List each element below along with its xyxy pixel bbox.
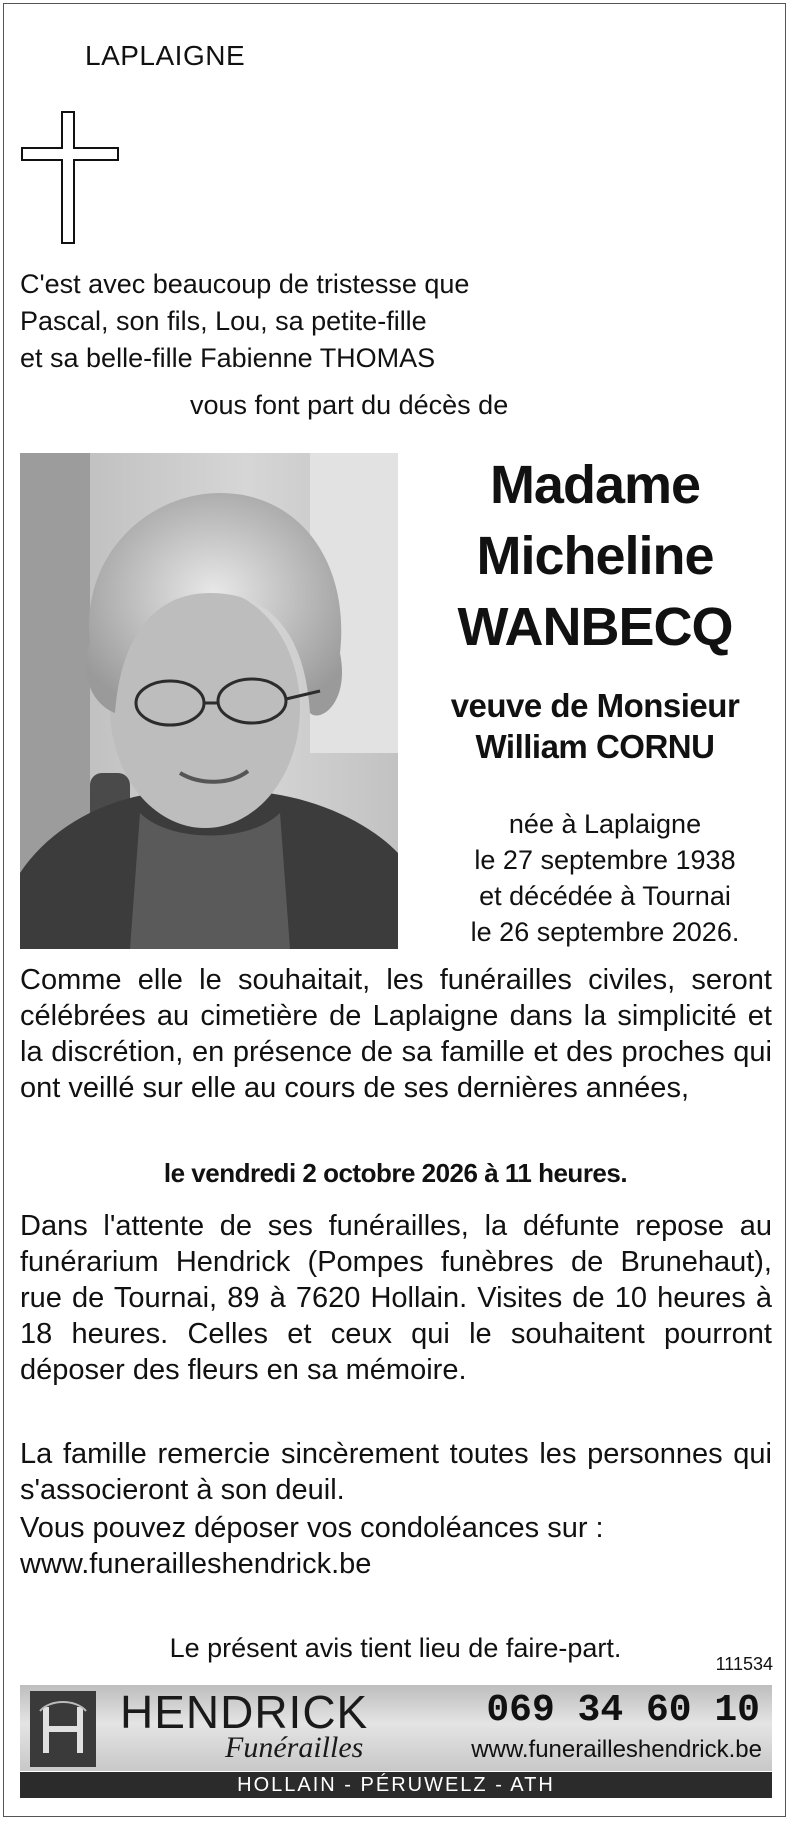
village-heading: LAPLAIGNE bbox=[85, 40, 246, 71]
condolences-link[interactable]: www.funerailleshendrick.be bbox=[20, 1548, 372, 1580]
brand-subtitle: Funérailles bbox=[225, 1731, 364, 1764]
brand-name: HENDRICK bbox=[120, 1686, 369, 1738]
announce-line: vous font part du décès de bbox=[190, 390, 509, 420]
funeral-paragraph: Comme elle le souhaitait, les funérailles civiles, seront célébrées au cimetière de Laplaigne dans la simplicité et la discrétion, en présence de sa famille et des proches qui ont veillé sur elle au cours de ses dernières années, bbox=[20, 964, 772, 1104]
portrait-photo bbox=[20, 453, 398, 949]
deceased-name-block bbox=[410, 450, 780, 767]
logo bbox=[30, 1691, 96, 1767]
intro-line: et sa belle-fille Fabienne THOMAS bbox=[20, 343, 436, 373]
birth-line: le 26 septembre 2026. bbox=[470, 917, 740, 947]
condolences-paragraph bbox=[20, 1510, 772, 1582]
towns-strip: HOLLAIN - PÉRUWELZ - ATH bbox=[20, 1772, 772, 1798]
name-title: Madame bbox=[489, 455, 701, 515]
faire-part-note: Le présent avis tient lieu de faire-part. bbox=[169, 1633, 622, 1663]
last-name: WANBECQ bbox=[457, 597, 733, 657]
condolences-line: Vous pouvez déposer vos condoléances sur : bbox=[20, 1512, 604, 1544]
intro-line: Pascal, son fils, Lou, sa petite-fille bbox=[20, 306, 427, 336]
birth-line: le 27 septembre 1938 bbox=[474, 845, 736, 875]
funeral-date: le vendredi 2 octobre 2026 à 11 heures. bbox=[163, 1158, 628, 1188]
birth-line: et décédée à Tournai bbox=[479, 881, 731, 911]
widow-line: William CORNU bbox=[475, 728, 715, 765]
intro-line: C'est avec beaucoup de tristesse que bbox=[20, 269, 470, 299]
widow-line: veuve de Monsieur bbox=[450, 687, 740, 724]
birth-death-info bbox=[420, 806, 790, 950]
first-name: Micheline bbox=[476, 526, 714, 586]
portrait-image bbox=[20, 453, 398, 949]
birth-line: née à Laplaigne bbox=[508, 809, 702, 839]
widow-of bbox=[410, 685, 780, 767]
funeral-home-banner bbox=[20, 1685, 772, 1771]
visitation-paragraph: Dans l'attente de ses funérailles, la défunte repose au funérarium Hendrick (Pompes funèbres de Brunehaut), rue de Tournai, 89 à 7620 Hollain. Visites de 10 heures à 18 heures. Celles et ceux qui le souhaitent pourront déposer des fleurs en sa mémoire. bbox=[20, 1210, 772, 1386]
website-link[interactable]: www.funerailleshendrick.be bbox=[471, 1736, 762, 1763]
intro-text bbox=[20, 266, 469, 377]
cross-icon bbox=[20, 110, 120, 245]
h-logo-icon bbox=[30, 1691, 96, 1767]
phone-number[interactable]: 069 34 60 10 bbox=[486, 1689, 760, 1732]
thanks-paragraph: La famille remercie sincèrement toutes les personnes qui s'associeront à son deuil. bbox=[20, 1438, 772, 1506]
reference-number: 111534 bbox=[715, 1654, 773, 1674]
